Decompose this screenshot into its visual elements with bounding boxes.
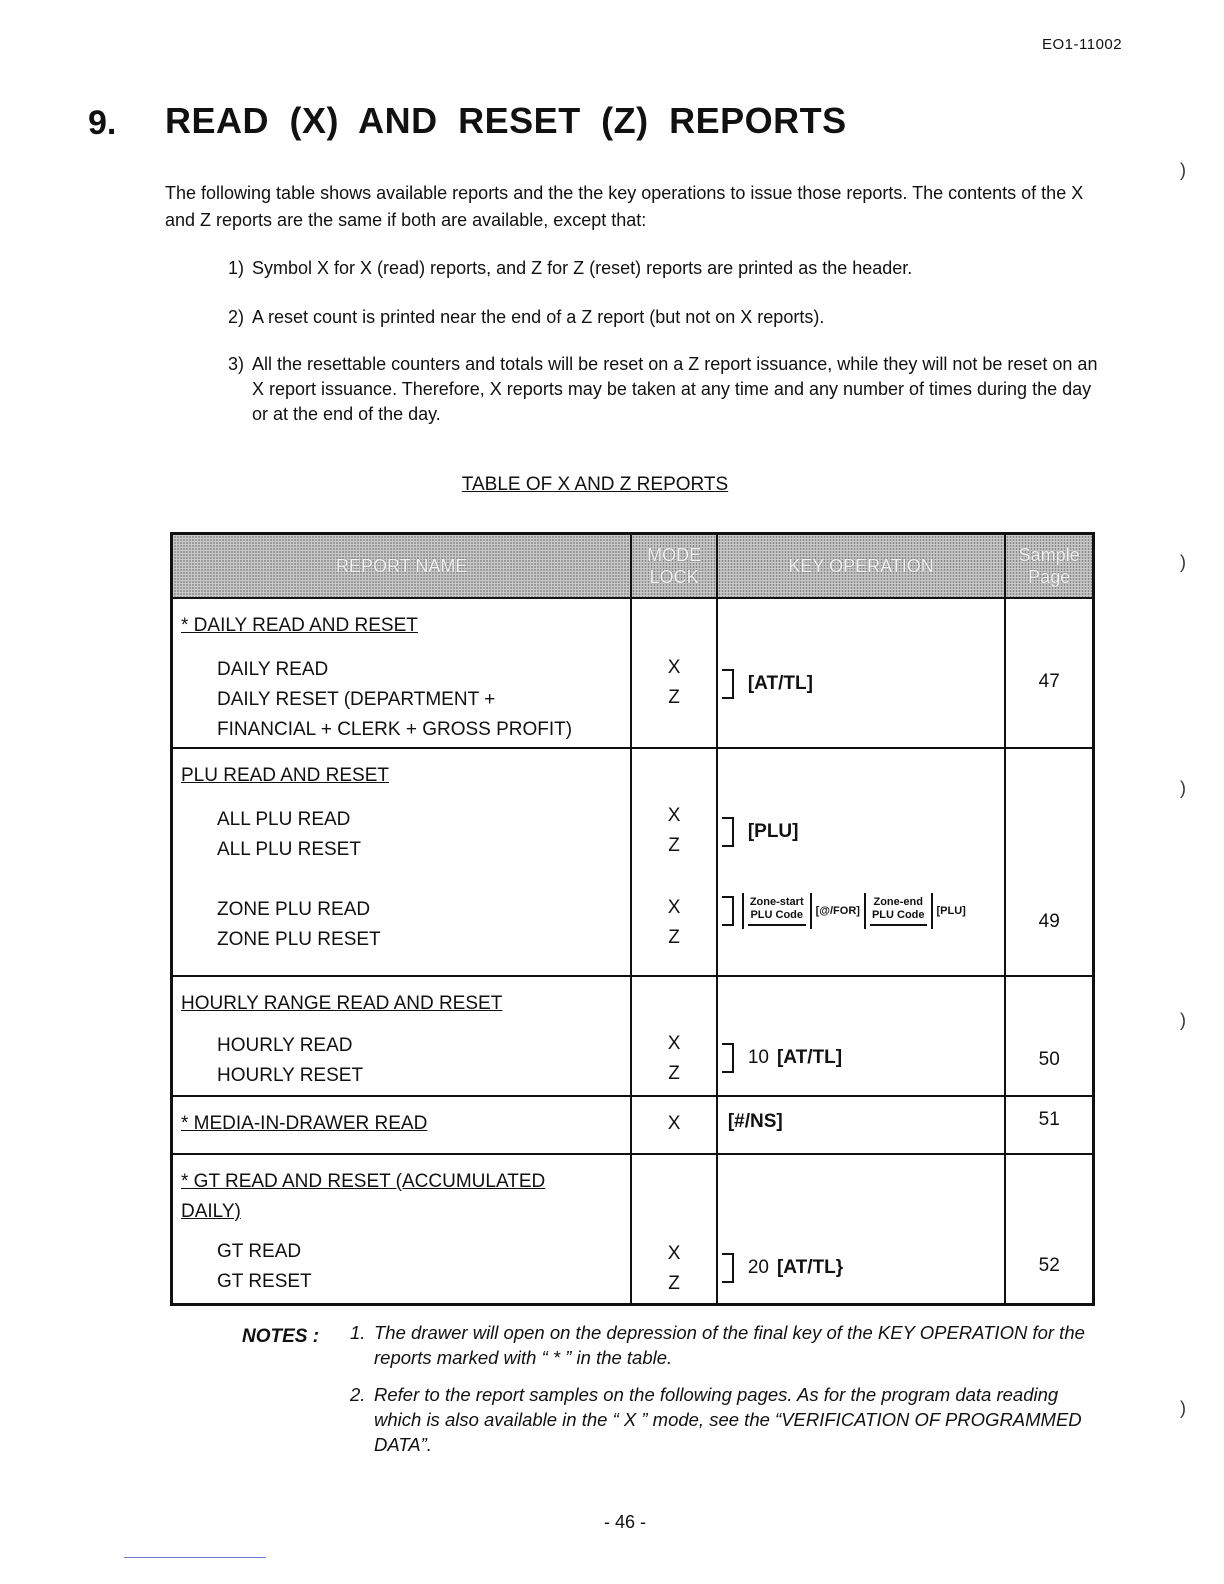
sample-page-cell [1005, 598, 1093, 748]
table-row [172, 1096, 1094, 1154]
table-row [172, 976, 1094, 1096]
key-label: [PLU] [747, 821, 799, 842]
group-title [181, 1167, 630, 1227]
divider [742, 893, 744, 929]
sample-page-cell [1005, 748, 1093, 976]
zone-key-sequence [722, 893, 1005, 929]
bracket-icon [722, 896, 734, 926]
list-item-text: All the resettable counters and totals will be reset on a Z report issuance, while they will not be reset on an X report issuance. Therefore, X reports may be taken at any time and any number of times during the day or at the end of the day. [252, 354, 1098, 424]
report-line: HOURLY READ [217, 1035, 353, 1056]
table-row [172, 748, 1094, 976]
report-name-cell [172, 1096, 632, 1154]
table-row [172, 1154, 1094, 1304]
list-item [228, 352, 1108, 427]
mode-z: Z [668, 687, 680, 708]
mode-lock-cell [631, 748, 717, 976]
at-for-key: [@/FOR] [815, 904, 860, 917]
mode-x: X [667, 897, 681, 918]
report-line: ALL PLU READ [217, 809, 351, 830]
report-name-cell [172, 1154, 632, 1304]
header-sample-line1: Sample [1018, 545, 1080, 565]
margin-mark: ) [1180, 1010, 1186, 1030]
key-operation-cell [717, 976, 1006, 1096]
section-title: READ (X) AND RESET (Z) REPORTS [165, 100, 847, 141]
document-code: EO1-11002 [1042, 36, 1123, 53]
key-number: 10 [747, 1047, 769, 1068]
report-name-cell [172, 976, 632, 1096]
section-number: 9. [88, 104, 117, 142]
header-sample-page [1005, 534, 1093, 599]
mode-x: X [667, 1113, 681, 1134]
list-item-number: 2) [228, 307, 245, 327]
page-number-value: 49 [1038, 911, 1060, 932]
mode-z: Z [668, 1273, 680, 1294]
report-line: HOURLY RESET [217, 1065, 364, 1086]
note-text: The drawer will open on the depression of the final key of the KEY OPERATION for the reports marked with “ * ” in the table. [374, 1322, 1085, 1368]
note-number: 1. [350, 1322, 366, 1343]
bracket-icon [722, 1253, 734, 1283]
key-operation-cell [717, 1096, 1006, 1154]
report-line: GT RESET [217, 1271, 312, 1292]
key-operation-cell [717, 1154, 1006, 1304]
list-item-number: 3) [228, 354, 245, 374]
divider [864, 893, 866, 929]
report-line: ZONE PLU RESET [217, 929, 381, 950]
intro-paragraph: The following table shows available reports and the the key operations to issue those reports. The contents of the X and Z reports are the same if both are available, except that: [165, 183, 1084, 230]
mode-z: Z [668, 835, 680, 856]
zone-start-sub: PLU Code [750, 909, 803, 921]
mode-lock-cell [631, 598, 717, 748]
report-name-cell [172, 598, 632, 748]
key-sequence [722, 1253, 1005, 1283]
group-title: * DAILY READ AND RESET [181, 615, 418, 636]
bracket-icon [722, 669, 734, 699]
key-operation-cell [717, 598, 1006, 748]
header-report-name: REPORT NAME [172, 534, 632, 599]
divider [931, 893, 933, 929]
group-title: HOURLY RANGE READ AND RESET [181, 993, 503, 1014]
report-line: DAILY READ [217, 659, 329, 680]
key-operation-cell [717, 748, 1006, 976]
header-sample-line2: Page [1028, 567, 1071, 587]
margin-mark: ) [1180, 552, 1186, 572]
key-number: 20 [747, 1257, 769, 1278]
report-line: DAILY RESET (DEPARTMENT + [217, 689, 496, 710]
note-item [350, 1320, 1110, 1370]
mode-z: Z [668, 1063, 680, 1084]
mode-x: X [667, 805, 681, 826]
group-title: * MEDIA-IN-DRAWER READ [181, 1113, 428, 1134]
zone-end-sub: PLU Code [871, 909, 925, 921]
header-mode-lock-line2: LOCK [649, 567, 699, 587]
key-sequence [722, 1043, 1005, 1073]
header-mode-lock-line1: MODE [647, 545, 702, 565]
page-number-value: 47 [1038, 671, 1060, 692]
list-item-number: 1) [228, 258, 245, 278]
key-label: [AT/TL] [776, 1047, 843, 1068]
notes-label: NOTES : [242, 1326, 320, 1347]
mode-lock-cell [631, 1096, 717, 1154]
report-line: FINANCIAL + CLERK + GROSS PROFIT) [217, 719, 573, 740]
key-label: [#/NS] [727, 1111, 783, 1132]
list-item-text: A reset count is printed near the end of a Z report (but not on X reports). [252, 307, 825, 327]
sample-page-cell [1005, 1154, 1093, 1304]
bracket-icon [722, 1043, 734, 1073]
key-label: [AT/TL} [776, 1257, 844, 1278]
zone-start-label: Zone-start [749, 896, 804, 908]
group-title-line: DAILY) [181, 1201, 241, 1222]
margin-mark: ) [1180, 1398, 1186, 1418]
mode-x: X [667, 1033, 681, 1054]
mode-x: X [667, 1243, 681, 1264]
key-sequence [722, 669, 1005, 699]
group-title: PLU READ AND RESET [181, 765, 389, 786]
table-row [172, 598, 1094, 748]
key-label: [AT/TL] [747, 673, 813, 694]
reports-table [170, 532, 1095, 1306]
divider [810, 893, 812, 929]
page-number: - 46 - [603, 1512, 646, 1532]
sample-page-cell [1005, 1096, 1093, 1154]
bracket-icon [722, 817, 734, 847]
header-key-operation: KEY OPERATION [717, 534, 1006, 599]
sample-page-cell [1005, 976, 1093, 1096]
table-header-row [172, 534, 1094, 599]
mode-lock-cell [631, 1154, 717, 1304]
page-number-value: 52 [1038, 1255, 1060, 1276]
group-title-line: * GT READ AND RESET (ACCUMULATED [181, 1171, 546, 1192]
margin-mark: ) [1180, 778, 1186, 798]
page-number-value: 51 [1038, 1109, 1060, 1130]
page-number-value: 50 [1038, 1049, 1060, 1070]
mode-lock-cell [631, 976, 717, 1096]
note-item [350, 1382, 1110, 1457]
key-sequence [722, 817, 1005, 847]
list-item [228, 305, 1108, 330]
margin-mark: ) [1180, 160, 1186, 180]
header-mode-lock [631, 534, 717, 599]
report-name-cell [172, 748, 632, 976]
report-line: GT READ [217, 1241, 302, 1262]
mode-z: Z [668, 927, 680, 948]
mode-x: X [667, 657, 681, 678]
table-title: TABLE OF X AND Z REPORTS [461, 474, 729, 495]
list-item [228, 256, 1108, 281]
plu-key: [PLU] [936, 904, 966, 917]
report-line: ZONE PLU READ [217, 899, 371, 920]
note-text: Refer to the report samples on the following pages. As for the program data reading which is also available in the “ X ” mode, see the “VERIFICATION OF PROGRAMMED DATA”. [374, 1384, 1082, 1455]
zone-start-field [748, 896, 806, 926]
scan-edge-line [124, 1557, 266, 1558]
note-number: 2. [350, 1384, 366, 1405]
report-line: ALL PLU RESET [217, 839, 361, 860]
zone-end-field [870, 896, 927, 926]
zone-end-label: Zone-end [873, 896, 923, 908]
list-item-text: Symbol X for X (read) reports, and Z for Z (reset) reports are printed as the header. [252, 258, 913, 278]
